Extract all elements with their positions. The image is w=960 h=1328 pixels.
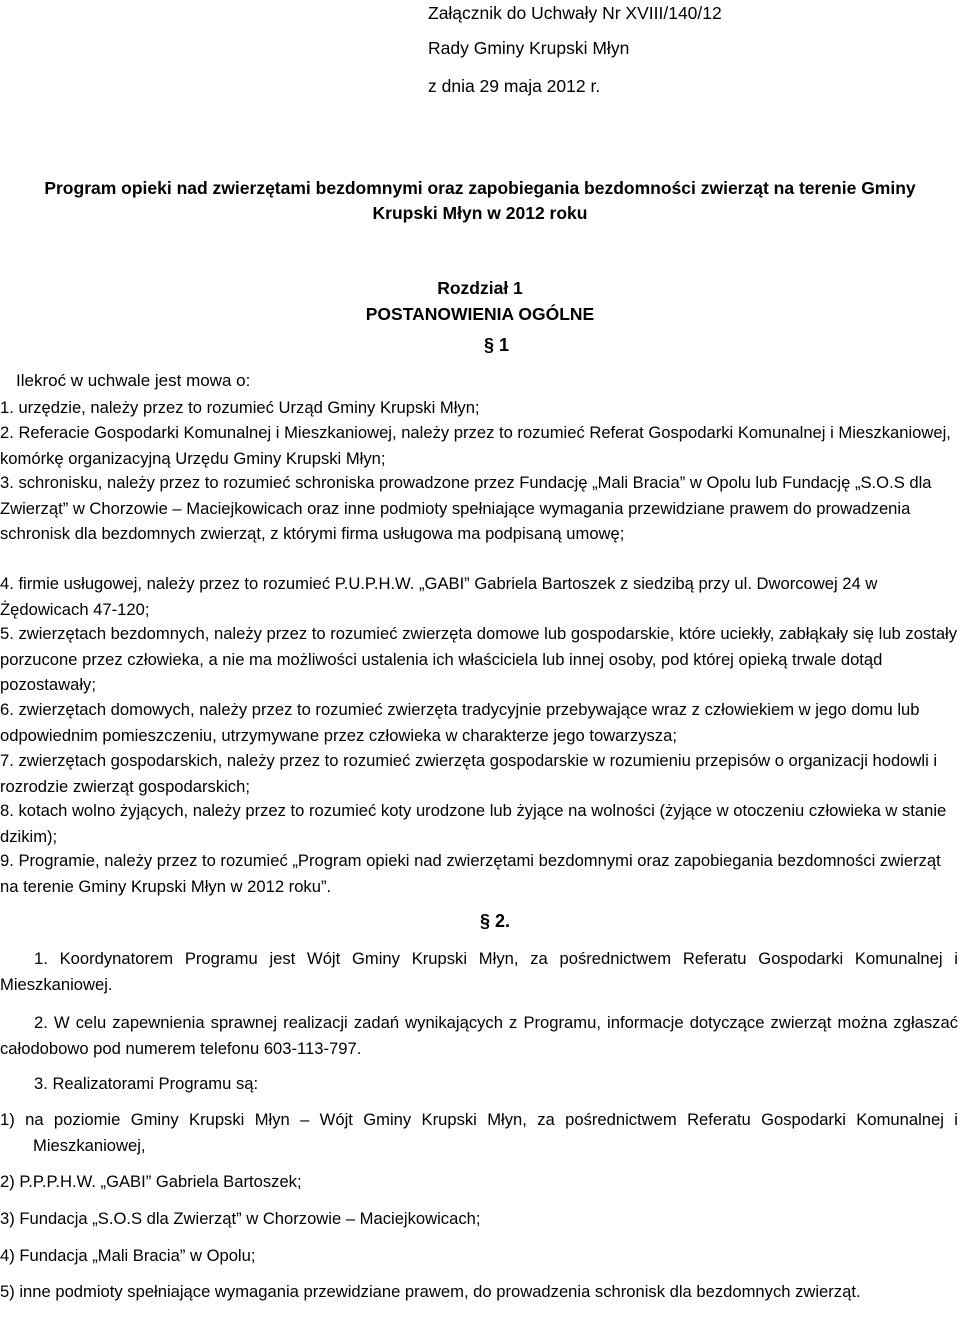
- definition-item-1: 1. urzędzie, należy przez to rozumieć Urząd Gminy Krupski Młyn;: [0, 398, 480, 417]
- chapter-name: POSTANOWIENIA OGÓLNE: [365, 304, 595, 324]
- definition-item-3: 3. schronisku, należy przez to rozumieć schroniska prowadzone przez Fundację „Mali Bracia” w Opolu lub Fundację „S.O.S dla Zwierząt” w Chorzowie – Maciejkowicach oraz inne podmioty spełniające wymagania przewidziane prawem do prowadzenia schronisk dla bezdomnych zwierząt, z którymi firma usługowa ma podpisaną umowę;: [0, 473, 932, 543]
- implementer-item-3: 3) Fundacja „S.O.S dla Zwierząt” w Chorzowie – Maciejkowicach;: [0, 1209, 481, 1228]
- implementer-item-1: 1) na poziomie Gminy Krupski Młyn – Wójt Gminy Krupski Młyn, za pośrednictwem Referatu Gospodarki Komunalnej i Mieszkaniowej,: [0, 1110, 958, 1155]
- definition-item-8: 8. kotach wolno żyjących, należy przez to rozumieć koty urodzone lub żyjące na wolności (żyjące w otoczeniu człowieka w stanie dzikim);: [0, 801, 947, 846]
- implementer-item-2: 2) P.P.P.H.W. „GABI” Gabriela Bartoszek;: [0, 1172, 302, 1191]
- section-2-paragraph-1: 1. Koordynatorem Programu jest Wójt Gminy Krupski Młyn, za pośrednictwem Referatu Gospodarki Komunalnej i Mieszkaniowej.: [0, 949, 958, 994]
- attachment-header-line-3: z dnia 29 maja 2012 r.: [428, 76, 601, 96]
- chapter-heading: [0, 275, 960, 327]
- attachment-header-line-2: Rady Gminy Krupski Młyn: [428, 38, 630, 58]
- definition-item-6: 6. zwierzętach domowych, należy przez to rozumieć zwierzęta tradycyjnie przebywające wraz z człowiekiem w jego domu lub odpowiednim pomieszczeniu, utrzymywane przez człowieka w charakterze jego towarzysza;: [0, 700, 920, 745]
- title-line-1: Program opieki nad zwierzętami bezdomnymi oraz zapobiegania bezdomności zwierząt na terenie Gminy: [44, 178, 916, 198]
- definition-item-9: 9. Programie, należy przez to rozumieć „Program opieki nad zwierzętami bezdomnymi oraz zapobiegania bezdomności zwierząt na terenie Gminy Krupski Młyn w 2012 roku”.: [0, 851, 941, 896]
- implementer-item-5: 5) inne podmioty spełniające wymagania przewidziane prawem, do prowadzenia schronisk dla bezdomnych zwierząt.: [0, 1282, 861, 1301]
- definition-item-2: 2. Referacie Gospodarki Komunalnej i Mieszkaniowej, należy przez to rozumieć Referat Gospodarki Komunalnej i Mieszkaniowej, komórkę organizacyjną Urzędu Gminy Krupski Młyn;: [0, 423, 951, 468]
- definition-item-4: 4. firmie usługowej, należy przez to rozumieć P.U.P.H.W. „GABI” Gabriela Bartoszek z siedzibą przy ul. Dworcowej 24 w Żędowicach 47-120;: [0, 574, 878, 619]
- attachment-header-line-1: Załącznik do Uchwały Nr XVIII/140/12: [428, 3, 722, 23]
- definition-item-7: 7. zwierzętach gospodarskich, należy przez to rozumieć zwierzęta gospodarskie w rozumieniu przepisów o organizacji hodowli i rozrodzie zwierząt gospodarskich;: [0, 751, 938, 796]
- section-1-intro: Ilekroć w uchwale jest mowa o:: [16, 371, 251, 390]
- section-2-mark: § 2.: [480, 911, 511, 931]
- document-title: [0, 176, 960, 226]
- section-2-paragraph-3: 3. Realizatorami Programu są:: [34, 1074, 259, 1093]
- title-line-2: Krupski Młyn w 2012 roku: [372, 203, 588, 223]
- section-1-mark: § 1: [484, 335, 510, 355]
- definition-item-5: 5. zwierzętach bezdomnych, należy przez to rozumieć zwierzęta domowe lub gospodarskie, które uciekły, zabłąkały się lub zostały porzucone przez człowieka, a nie ma możliwości ustalenia ich właściciela lub innej osoby, pod której opieką trwale dotąd pozostawały;: [0, 624, 958, 694]
- section-2-paragraph-2: 2. W celu zapewnienia sprawnej realizacji zadań wynikających z Programu, informacje dotyczące zwierząt można zgłaszać całodobowo pod numerem telefonu 603-113-797.: [0, 1013, 958, 1058]
- implementer-item-4: 4) Fundacja „Mali Bracia” w Opolu;: [0, 1246, 256, 1265]
- chapter-label: Rozdział 1: [437, 278, 523, 298]
